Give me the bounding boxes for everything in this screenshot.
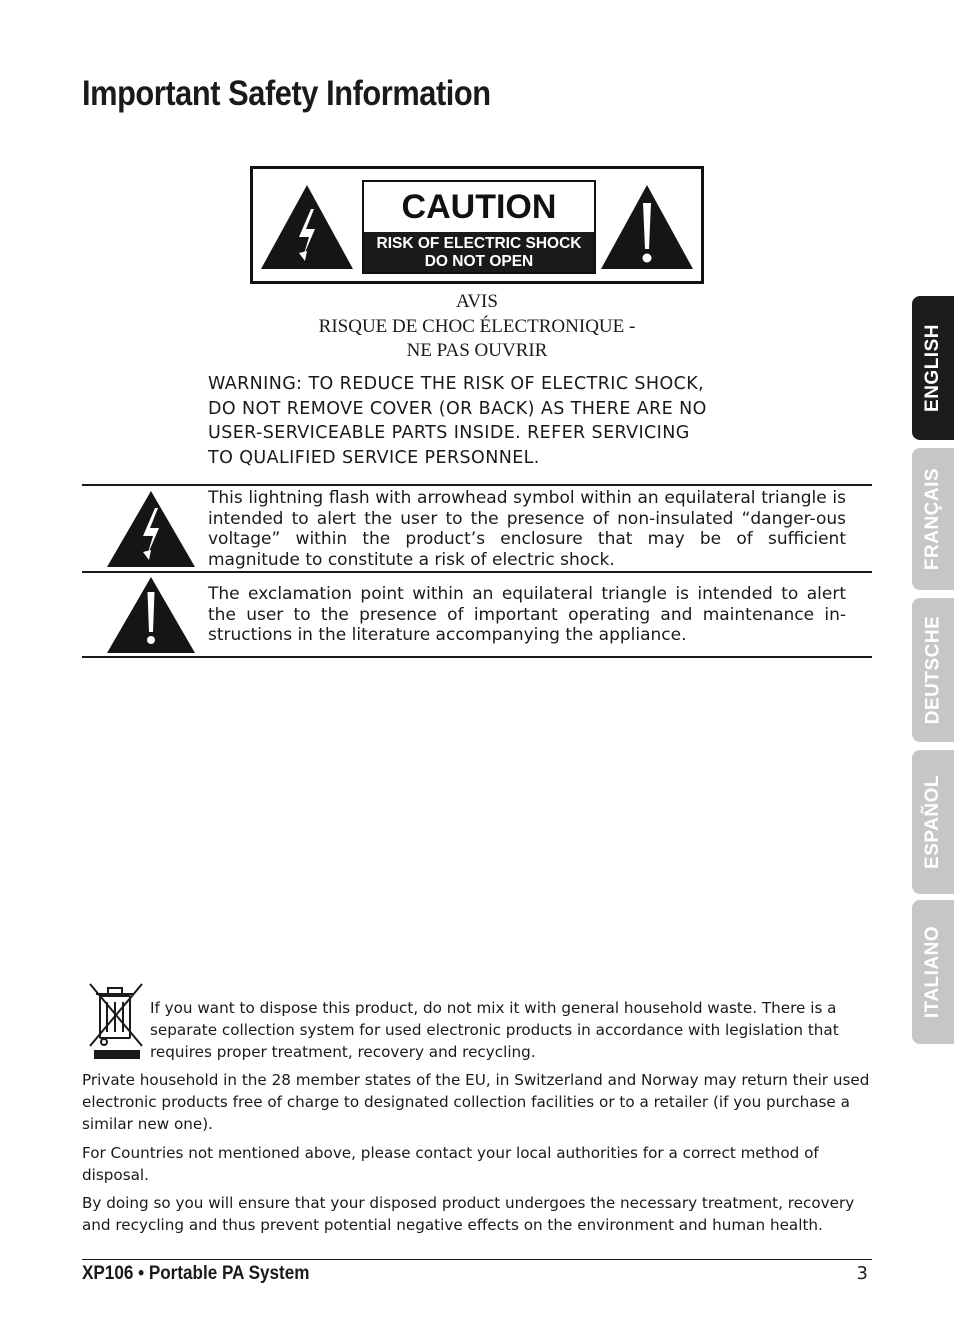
footer-divider: [82, 1259, 872, 1260]
avis-line-1: AVIS: [456, 291, 498, 312]
caution-word: CAUTION: [401, 188, 557, 226]
warning-text-block: [208, 372, 768, 471]
tab-italiano[interactable]: ITALIANO: [912, 900, 954, 1044]
lightning-symbol-description: This lightning flash with arrowhead symbol within an equilateral triangle is intended to alert the user to the presence of non-insulated “danger-ous voltage” within the product’s enclosure that may be of sufficient magnitude to constitute a risk of electric shock.: [208, 488, 846, 571]
lightning-warning-icon: [259, 183, 355, 271]
caution-sign: [362, 180, 596, 274]
footer-product-name: XP106 • Portable PA System: [82, 1263, 310, 1284]
exclamation-triangle-icon: [106, 576, 196, 654]
exclamation-symbol-description: The exclamation point within an equilateral triangle is intended to alert the user to the presence of important operating and maintenance in-structions in the literature accompanying the appliance.: [208, 584, 846, 646]
caution-label-graphic: [250, 166, 704, 284]
tab-espanol[interactable]: ESPAÑOL: [912, 750, 954, 894]
warning-line-4: TO QUALIFIED SERVICE PERSONNEL.: [208, 448, 540, 469]
avis-text-block: [250, 290, 704, 364]
warning-line-1: WARNING: TO REDUCE THE RISK OF ELECTRIC SHOCK,: [208, 374, 705, 394]
divider: [82, 571, 872, 573]
page-number: 3: [856, 1263, 868, 1284]
disposal-paragraph-1: Private household in the 28 member states of the EU, in Switzerland and Norway may return their used electronic products free of charge to designated collection facilities or to a retailer (if you purchase a similar new one).: [82, 1071, 870, 1133]
disposal-intro: If you want to dispose this product, do not mix it with general household waste. There is a separate collection system for used electronic products in accordance with legislation that requires proper treatment, recovery and recycling.: [150, 999, 839, 1061]
divider: [82, 656, 872, 658]
tab-francais[interactable]: FRANÇAIS: [912, 448, 954, 590]
warning-line-2: DO NOT REMOVE COVER (OR BACK) AS THERE ARE NO: [208, 398, 707, 419]
crossed-out-wheelie-bin-icon: [86, 980, 146, 1062]
exclamation-warning-icon: [599, 183, 695, 271]
disposal-paragraph-2: For Countries not mentioned above, please contact your local authorities for a correct method of disposal.: [82, 1144, 819, 1184]
tab-deutsche[interactable]: DEUTSCHE: [912, 598, 954, 742]
page-title: Important Safety Information: [82, 74, 491, 113]
disposal-paragraph-3: By doing so you will ensure that your disposed product undergoes the necessary treatment, recovery and recycling and thus prevent potential negative effects on the environment and human health.: [82, 1194, 855, 1234]
avis-line-2: RISQUE DE CHOC ÉLECTRONIQUE -: [318, 315, 636, 337]
divider: [82, 484, 872, 486]
caution-line-2: DO NOT OPEN: [424, 253, 534, 270]
lightning-triangle-icon: [106, 490, 196, 568]
caution-subtitle: [364, 232, 594, 272]
caution-line-1: RISK OF ELECTRIC SHOCK: [376, 235, 582, 252]
tab-english[interactable]: ENGLISH: [912, 296, 954, 440]
warning-line-3: USER-SERVICEABLE PARTS INSIDE. REFER SERVICING: [208, 423, 690, 444]
avis-line-3: NE PAS OUVRIR: [406, 340, 548, 361]
